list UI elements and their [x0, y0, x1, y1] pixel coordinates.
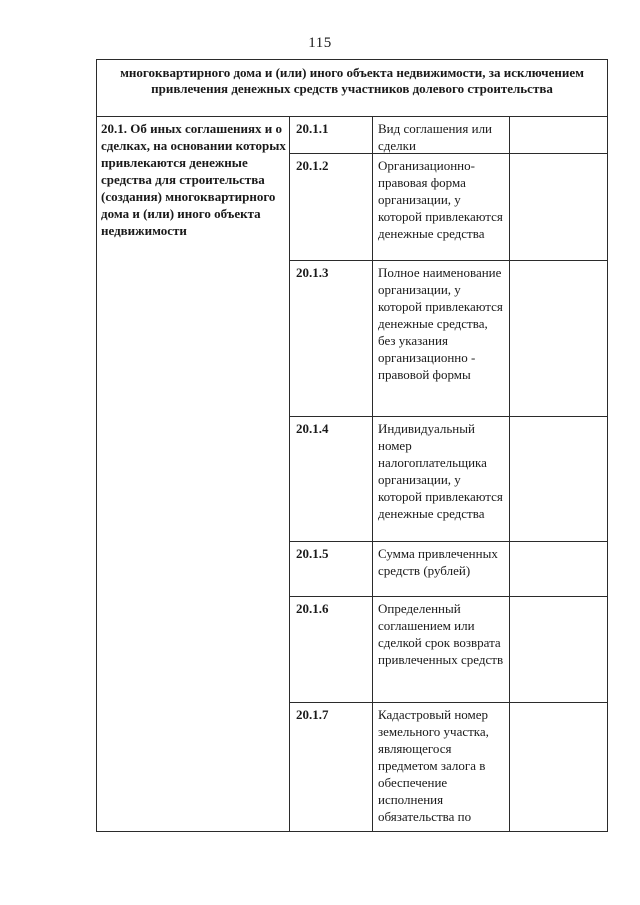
row-code: 20.1.7	[290, 703, 373, 832]
row-name: Сумма привлеченных средств (рублей)	[373, 542, 510, 597]
row-name: Кадастровый номер земельного участка, являющегося предметом залога в обеспечение исполнения обязательства по	[373, 703, 510, 832]
row-name: Вид соглашения или сделки	[373, 117, 510, 154]
row-value	[510, 597, 608, 703]
row-code: 20.1.4	[290, 417, 373, 542]
table-row	[97, 117, 608, 154]
row-code: 20.1.1	[290, 117, 373, 154]
page-number: 115	[308, 35, 332, 51]
row-value	[510, 542, 608, 597]
row-code: 20.1.3	[290, 261, 373, 417]
row-value	[510, 261, 608, 417]
row-name: Определенный соглашением или сделкой срок возврата привлеченных средств	[373, 597, 510, 703]
row-name: Организационно-правовая форма организации, у которой привлекаются денежные средства	[373, 154, 510, 261]
row-value	[510, 154, 608, 261]
row-code: 20.1.5	[290, 542, 373, 597]
row-code: 20.1.2	[290, 154, 373, 261]
row-value	[510, 117, 608, 154]
row-name: Полное наименование организации, у которой привлекаются денежные средства, без указания организационно - правовой формы	[373, 261, 510, 417]
row-value	[510, 703, 608, 832]
row-value	[510, 417, 608, 542]
row-name: Индивидуальный номер налогоплательщика организации, у которой привлекаются денежные средства	[373, 417, 510, 542]
disclosure-table	[96, 59, 608, 832]
row-code: 20.1.6	[290, 597, 373, 703]
table-header: многоквартирного дома и (или) иного объекта недвижимости, за исключением привлечения денежных средств участников долевого строительства	[97, 60, 608, 117]
section-title: 20.1. Об иных соглашениях и о сделках, на основании которых привлекаются денежные средства для строительства (создания) многоквартирного дома и (или) иного объекта недвижимости	[97, 117, 290, 832]
table-header-row	[97, 60, 608, 117]
